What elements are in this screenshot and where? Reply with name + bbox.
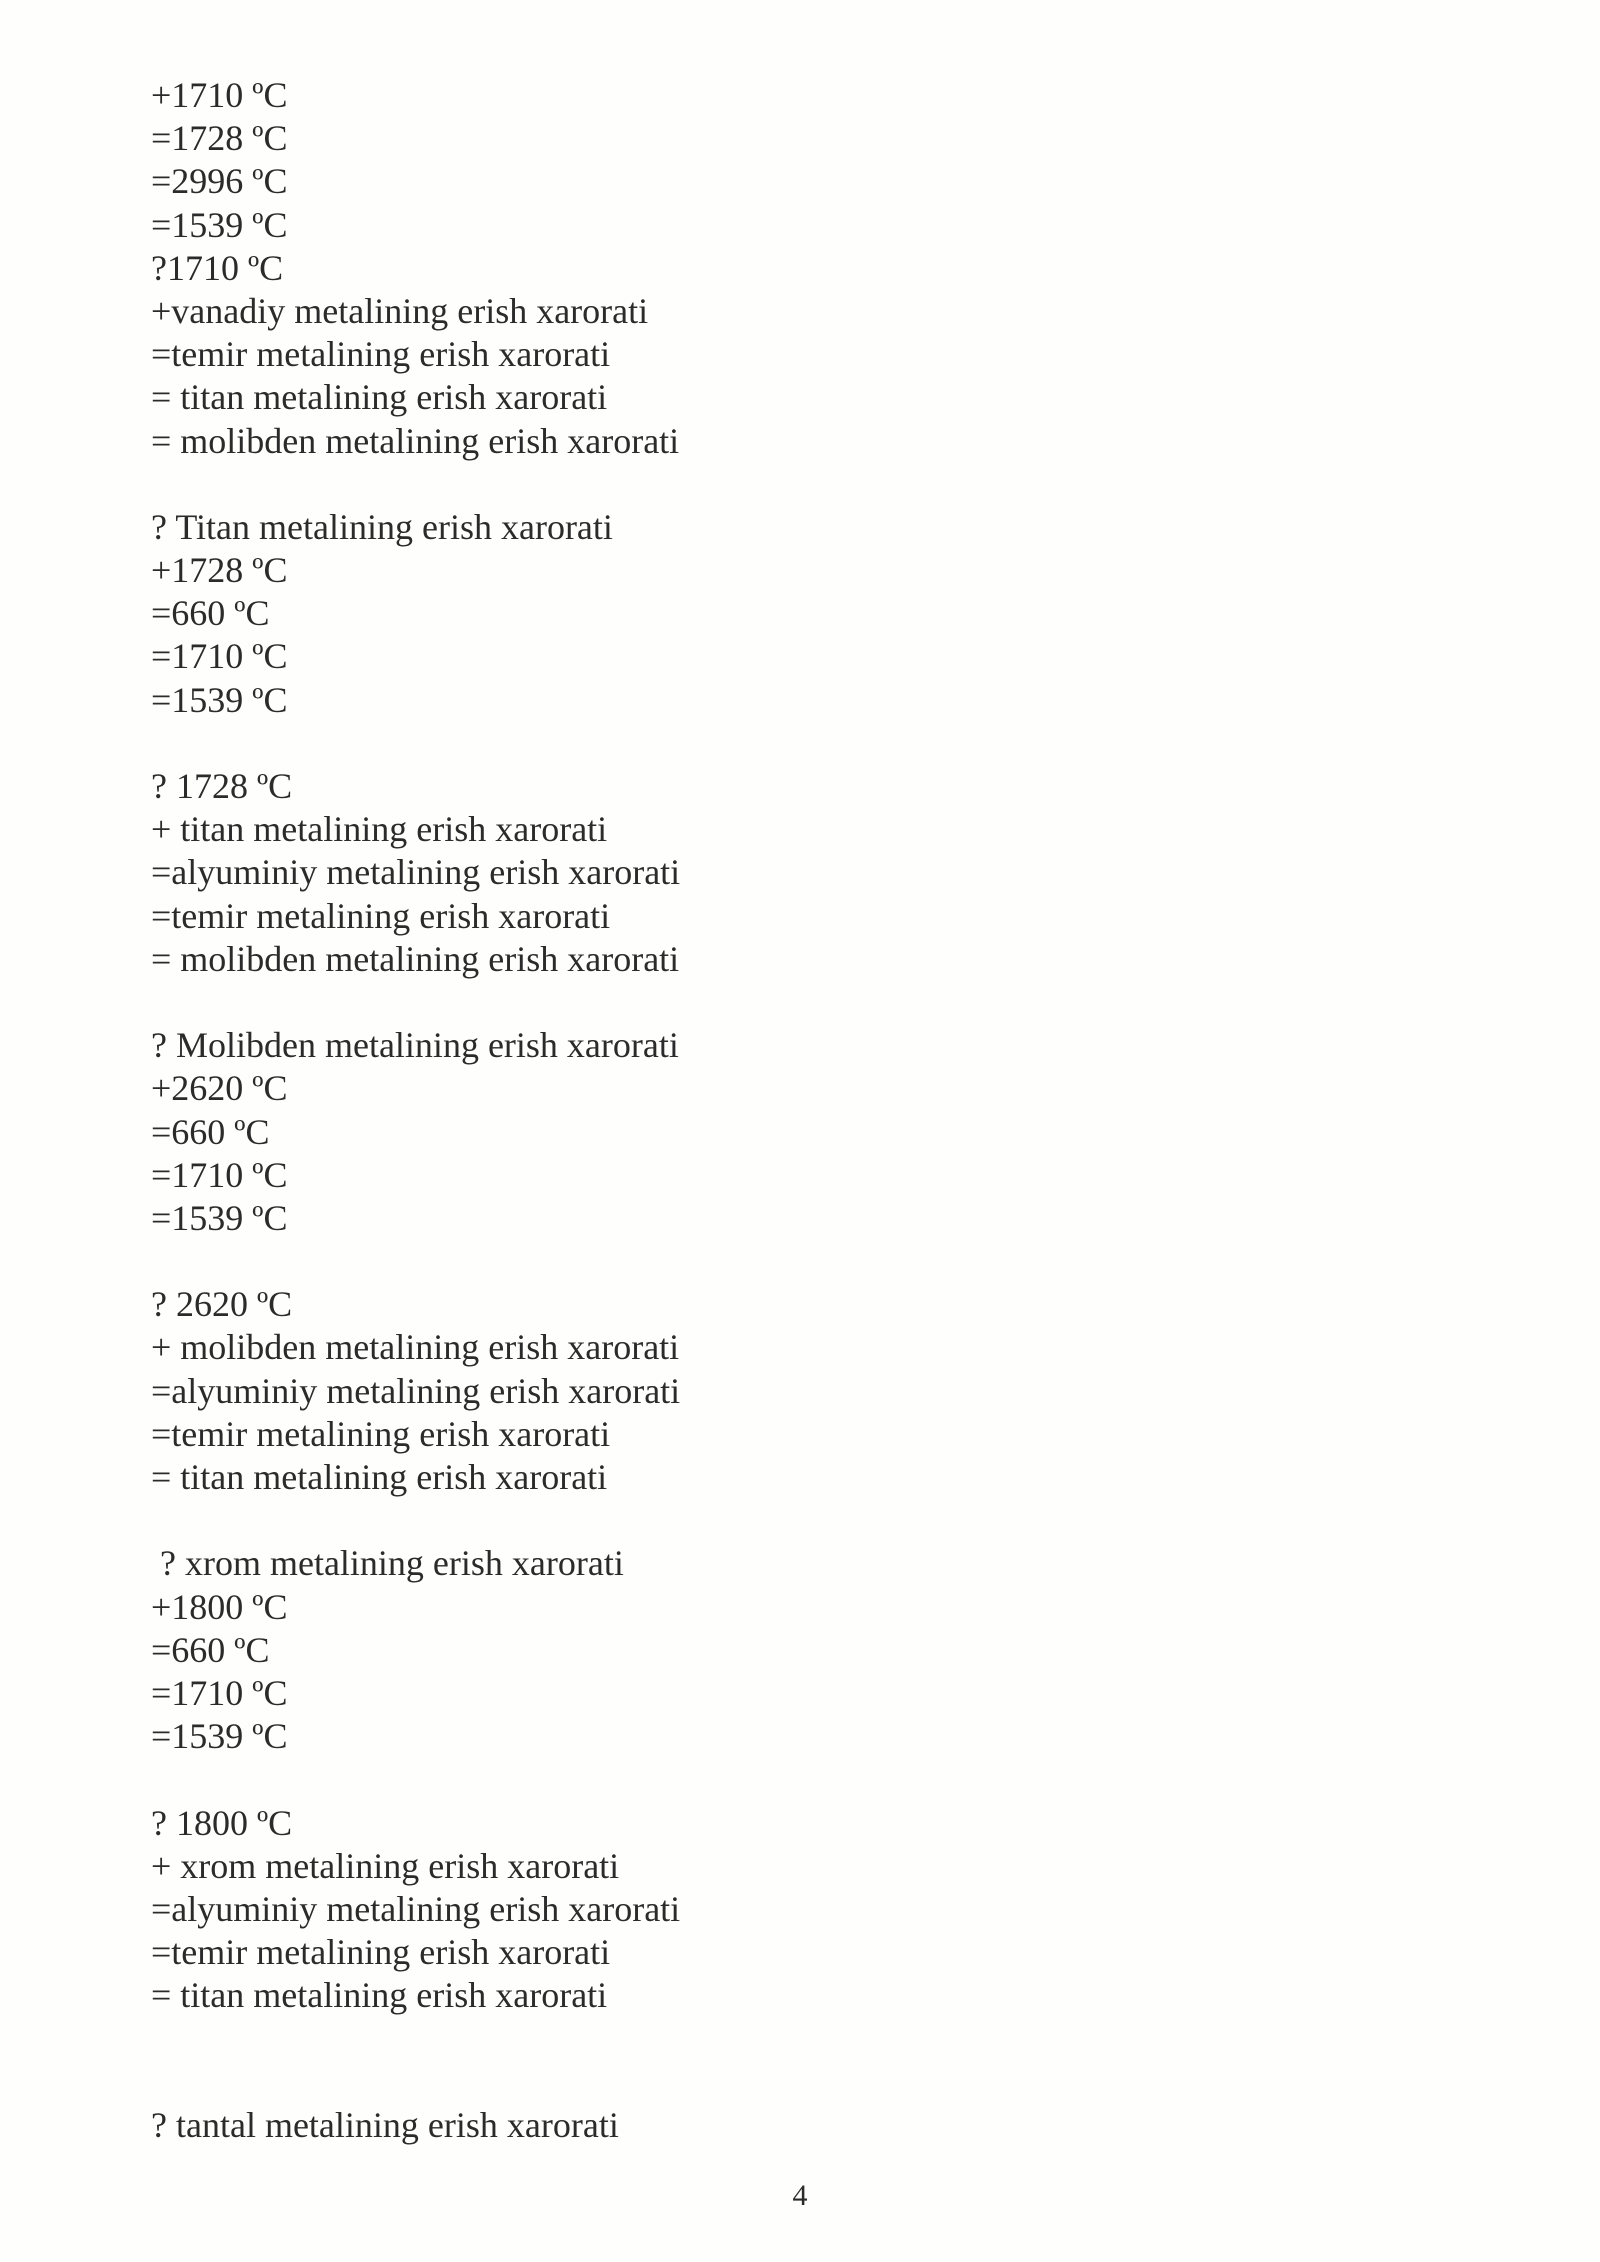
text-line: =alyuminiy metalining erish xarorati — [151, 1888, 681, 1929]
question-line: ? Titan metalining erish xarorati — [151, 506, 613, 547]
question-line: ? Molibden metalining erish xarorati — [151, 1025, 679, 1066]
blank-line — [151, 1240, 1351, 1283]
text-line: + titan metalining erish xarorati — [151, 809, 608, 850]
text-line: =temir metalining erish xarorati — [151, 334, 611, 375]
question-line: ? xrom metalining erish xarorati — [151, 1543, 624, 1584]
text-line: =1710 ºC — [151, 636, 288, 677]
text-line: =alyuminiy metalining erish xarorati — [151, 1370, 681, 1411]
text-line: + molibden metalining erish xarorati — [151, 1327, 680, 1368]
text-line: =temir metalining erish xarorati — [151, 1413, 611, 1454]
text-line: +1800 ºC — [151, 1586, 288, 1627]
text-line: =1539 ºC — [151, 1197, 288, 1238]
page-number: 4 — [792, 2179, 808, 2212]
question-line: ?1710 ºC — [151, 247, 284, 288]
question-line: ? 1800 ºC — [151, 1802, 293, 1843]
text-line: =660 ºC — [151, 1111, 270, 1152]
blank-line — [151, 981, 1351, 1024]
text-line: +vanadiy metalining erish xarorati — [151, 290, 649, 331]
text-line: + xrom metalining erish xarorati — [151, 1845, 620, 1886]
text-line: =2996 ºC — [151, 161, 288, 202]
text-line: =1539 ºC — [151, 204, 288, 245]
text-line: = titan metalining erish xarorati — [151, 1457, 608, 1497]
text-line: =660 ºC — [151, 593, 270, 634]
text-line: =1710 ºC — [151, 1672, 288, 1713]
question-line: ? 2620 ºC — [151, 1284, 293, 1325]
text-line: =alyuminiy metalining erish xarorati — [151, 852, 681, 893]
text-line: = molibden metalining erish xarorati — [151, 938, 680, 979]
text-line: =660 ºC — [151, 1629, 270, 1670]
text-line: +2620 ºC — [151, 1068, 288, 1109]
text-line: = titan metalining erish xarorati — [151, 377, 608, 418]
text-line: = titan metalining erish xarorati — [151, 1975, 608, 2016]
question-line: ? tantal metalining erish xarorati — [151, 2104, 619, 2145]
text-line: =1710 ºC — [151, 1154, 288, 1195]
question-line: ? 1728 ºC — [151, 766, 293, 806]
blank-line — [151, 1499, 1351, 1542]
text-line: +1710 ºC — [151, 75, 288, 115]
blank-line — [151, 463, 1351, 506]
blank-line — [151, 1758, 1351, 1801]
blank-line — [151, 2017, 1351, 2103]
blank-line — [151, 722, 1351, 765]
page-content — [151, 74, 1351, 2147]
text-line: =temir metalining erish xarorati — [151, 895, 611, 936]
text-line: =1539 ºC — [151, 679, 288, 720]
text-line: = molibden metalining erish xarorati — [151, 420, 680, 461]
text-line: +1728 ºC — [151, 550, 288, 591]
text-line: =temir metalining erish xarorati — [151, 1932, 611, 1973]
text-line: =1539 ºC — [151, 1716, 288, 1757]
text-line: =1728 ºC — [151, 118, 288, 159]
